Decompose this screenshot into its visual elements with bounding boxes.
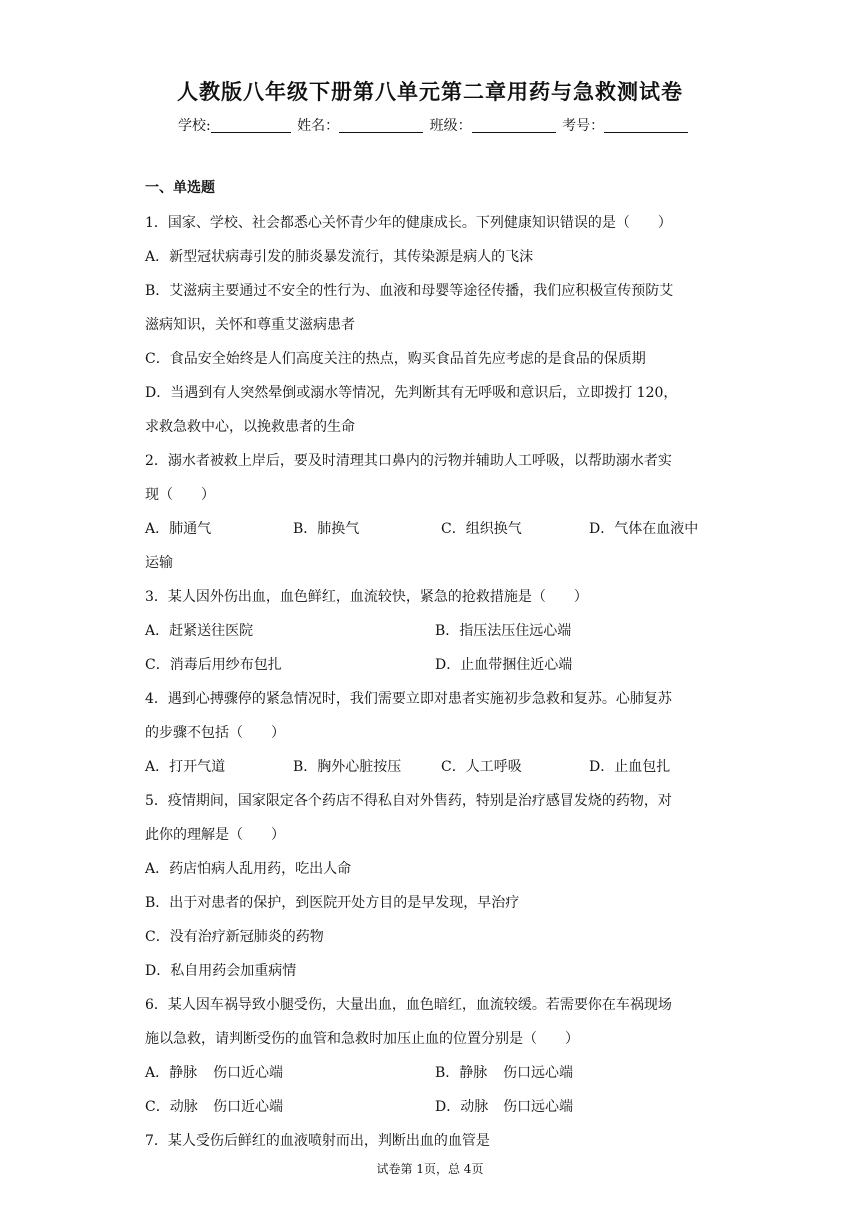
question-6-option-d-vessel: D．动脉 xyxy=(435,1099,489,1115)
question-5-stem: 5．疫情期间，国家限定各个药店不得私自对外售药，特别是治疗感冒发烧的药物，对 xyxy=(145,793,672,809)
question-6-option-c xyxy=(145,1090,435,1124)
page-title: 人教版八年级下册第八单元第二章用药与急救测试卷 xyxy=(177,80,683,104)
number-blank[interactable] xyxy=(604,118,688,133)
question-list xyxy=(145,176,725,1158)
question-3-option-b: B．指压法压住远心端 xyxy=(435,623,572,639)
question-4-options xyxy=(145,750,725,784)
question-2-stem-cont: 现（ ） xyxy=(145,487,215,503)
question-1-option-d-cont: 求救急救中心，以挽救患者的生命 xyxy=(145,419,355,435)
name-label: 姓名： xyxy=(297,118,340,134)
question-3-option-d: D．止血带捆住近心端 xyxy=(435,657,573,673)
question-6-stem: 6．某人因车祸导致小腿受伤，大量出血，血色暗红，血流较缓。若需要你在车祸现场 xyxy=(145,997,672,1013)
question-6-option-c-vessel: C．动脉 xyxy=(145,1099,198,1115)
question-6-option-b xyxy=(435,1056,725,1090)
question-6-option-d xyxy=(435,1090,725,1124)
question-6-option-a-vessel: A．静脉 xyxy=(145,1065,198,1081)
question-6-option-a-position: 伤口近心端 xyxy=(213,1065,283,1081)
question-1-option-a: A．新型冠状病毒引发的肺炎暴发流行，其传染源是病人的飞沫 xyxy=(145,249,534,265)
question-4-option-d: D．止血包扎 xyxy=(589,759,671,775)
question-3-option-a: A．赶紧送往医院 xyxy=(145,623,254,639)
question-3-option-c: C．消毒后用纱布包扎 xyxy=(145,657,282,673)
question-1-stem: 1．国家、学校、社会都悉心关怀青少年的健康成长。下列健康知识错误的是（ ） xyxy=(145,215,672,231)
number-label: 考号： xyxy=(562,118,605,134)
question-1-option-c: C．食品安全始终是人们高度关注的热点，购买食品首先应考虑的是食品的保质期 xyxy=(145,351,646,367)
question-6-option-d-position: 伤口远心端 xyxy=(503,1099,573,1115)
school-label: 学校: xyxy=(178,118,211,134)
name-blank[interactable] xyxy=(339,118,423,133)
question-5-option-b: B．出于对患者的保护，到医院开处方目的是早发现，早治疗 xyxy=(145,895,520,911)
question-4-option-c: C．人工呼吸 xyxy=(441,759,522,775)
question-4-option-a: A．打开气道 xyxy=(145,759,226,775)
question-6-options-row-1 xyxy=(145,1056,725,1090)
question-3-options-row-2 xyxy=(145,648,725,682)
question-5-option-a: A．药店怕病人乱用药，吃出人命 xyxy=(145,861,352,877)
question-2-option-d: D．气体在血液中 xyxy=(589,521,699,537)
question-2-option-b: B．肺换气 xyxy=(293,521,360,537)
class-blank[interactable] xyxy=(472,118,556,133)
question-3-stem: 3．某人因外伤出血，血色鲜红，血流较快，紧急的抢救措施是（ ） xyxy=(145,589,588,605)
question-2-option-d-cont: 运输 xyxy=(145,555,173,571)
question-4-stem-cont: 的步骤不包括（ ） xyxy=(145,725,285,741)
question-2-option-a: A．肺通气 xyxy=(145,521,212,537)
question-6-options-row-2 xyxy=(145,1090,725,1124)
question-6-option-b-vessel: B．静脉 xyxy=(435,1065,488,1081)
question-4-option-b: B．胸外心脏按压 xyxy=(293,759,402,775)
question-5-stem-cont: 此你的理解是（ ） xyxy=(145,827,285,843)
student-info-line xyxy=(178,115,690,135)
question-5-option-d: D．私自用药会加重病情 xyxy=(145,963,297,979)
question-4-stem: 4．遇到心搏骤停的紧急情况时，我们需要立即对患者实施初步急救和复苏。心肺复苏 xyxy=(145,691,672,707)
question-1-option-b-cont: 滋病知识，关怀和尊重艾滋病患者 xyxy=(145,317,355,333)
question-1-option-b: B．艾滋病主要通过不安全的性行为、血液和母婴等途径传播，我们应积极宣传预防艾 xyxy=(145,283,674,299)
question-6-option-a xyxy=(145,1056,435,1090)
question-6-option-c-position: 伤口近心端 xyxy=(213,1099,283,1115)
question-1-option-d: D．当遇到有人突然晕倒或溺水等情况，先判断其有无呼吸和意识后，立即拨打 120， xyxy=(145,385,678,401)
question-6-stem-cont: 施以急救，请判断受伤的血管和急救时加压止血的位置分别是（ ） xyxy=(145,1031,579,1047)
question-5-option-c: C．没有治疗新冠肺炎的药物 xyxy=(145,929,324,945)
question-2-options xyxy=(145,512,725,546)
question-6-option-b-position: 伤口远心端 xyxy=(503,1065,573,1081)
school-blank[interactable] xyxy=(211,118,291,133)
question-3-options-row-1 xyxy=(145,614,725,648)
section-heading: 一、单选题 xyxy=(145,180,215,196)
question-2-option-c: C．组织换气 xyxy=(441,521,522,537)
question-2-stem: 2．溺水者被救上岸后，要及时清理其口鼻内的污物并辅助人工呼吸，以帮助溺水者实 xyxy=(145,453,672,469)
class-label: 班级： xyxy=(429,118,472,134)
question-7-stem: 7．某人受伤后鲜红的血液喷射而出，判断出血的血管是 xyxy=(145,1133,490,1149)
page-footer: 试卷第 1页，总 4页 xyxy=(376,1162,484,1176)
